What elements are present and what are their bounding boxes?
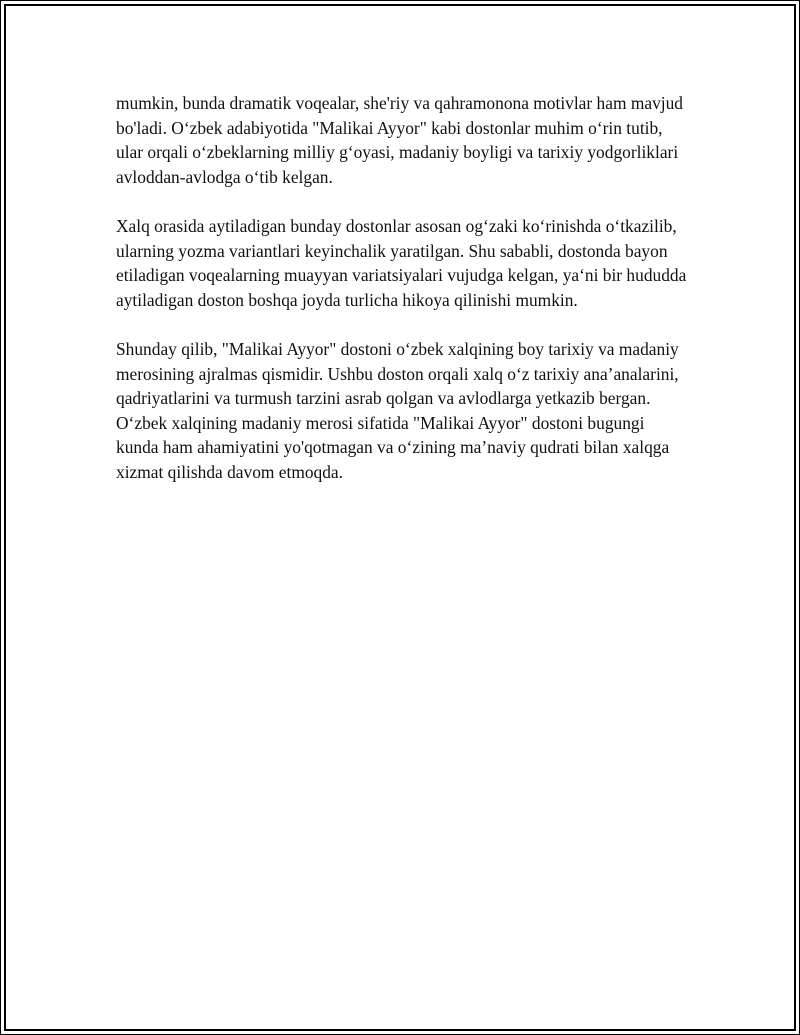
paragraph: Shunday qilib, "Malikai Ayyor" dostoni o‘zbek xalqining boy tarixiy va madaniy merosining ajralmas qismidir. Ushbu doston orqali xalq o‘z tarixiy ana’analarini, qadriyatlarini va turmush tarzini asrab qolgan va avlodlarga yetkazib bergan. O‘zbek xalqining madaniy merosi sifatida "Malikai Ayyor" dostoni bugungi kunda ham ahamiyatini yo'qotmagan va o‘zining ma’naviy qudrati bilan xalqga xizmat qilishda davom etmoqda. <box>116 338 679 482</box>
paragraph: Xalq orasida aytiladigan bunday dostonlar asosan og‘zaki ko‘rinishda o‘tkazilib, ularning yozma variantlari keyinchalik yaratilgan. Shu sababli, dostonda bayon etiladigan voqealarning muayyan variatsiyalari vujudga kelgan, ya‘ni bir hududda aytiladigan doston boshqa joyda turlicha hikoya qilinishi mumkin. <box>116 215 687 310</box>
paragraph: mumkin, bunda dramatik voqealar, she'riy va qahramonona motivlar ham mavjud bo'ladi. O‘zbek adabiyotida "Malikai Ayyor" kabi dostonlar muhim o‘rin tutib, ular orqali o‘zbeklarning milliy g‘oyasi, madaniy boyligi va tarixiy yodgorliklari avloddan-avlodga o‘tib kelgan. <box>116 93 683 187</box>
document-body <box>116 91 691 509</box>
